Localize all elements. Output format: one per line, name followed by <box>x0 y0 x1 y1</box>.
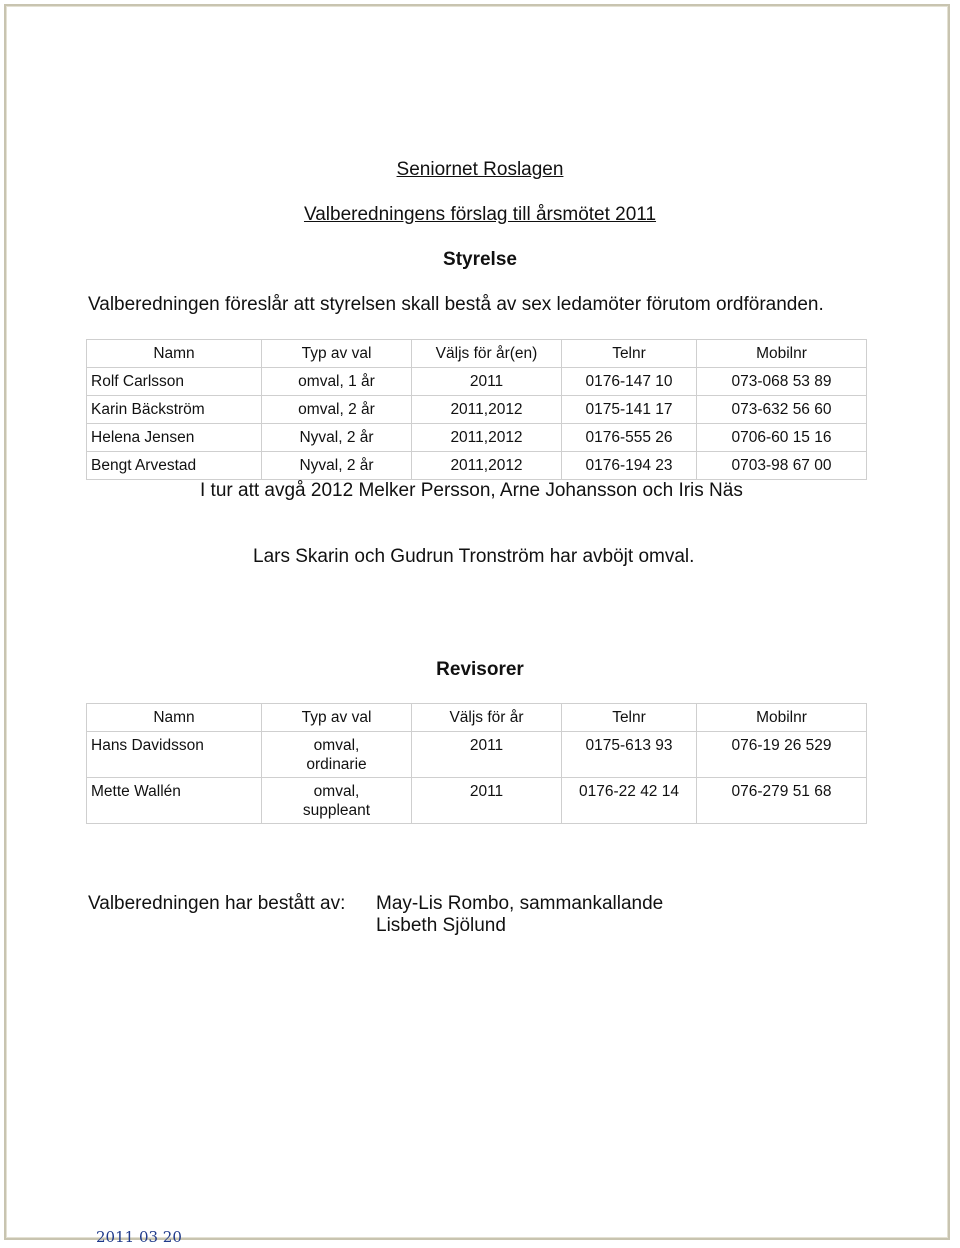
cell-type <box>262 778 412 824</box>
column-header-phone: Telnr <box>562 704 697 732</box>
column-header-type: Typ av val <box>262 340 412 368</box>
cell-phone: 0176-194 23 <box>562 452 697 480</box>
cell-type: omval, 1 år <box>262 368 412 396</box>
cell-type-line2: ordinarie <box>306 756 367 773</box>
cell-mobile: 0706-60 15 16 <box>697 424 867 452</box>
cell-phone: 0175-141 17 <box>562 396 697 424</box>
board-intro: Valberedningen föreslår att styrelsen skall bestå av sex ledamöter förutom ordföranden. <box>88 294 824 315</box>
cell-type-line1: omval, <box>313 737 360 754</box>
document-subtitle: Valberedningens förslag till årsmötet 2011 <box>303 204 657 225</box>
cell-type: Nyval, 2 år <box>262 424 412 452</box>
page-border <box>4 4 950 1240</box>
cell-mobile: 076-279 51 68 <box>697 778 867 824</box>
table-row <box>87 396 867 424</box>
cell-years: 2011,2012 <box>412 452 562 480</box>
cell-type: omval, 2 år <box>262 396 412 424</box>
auditors-table-header <box>87 704 867 732</box>
cell-type: Nyval, 2 år <box>262 452 412 480</box>
auditors-heading: Revisorer <box>436 659 524 680</box>
column-header-mobile: Mobilnr <box>697 704 867 732</box>
board-heading: Styrelse <box>443 249 517 270</box>
footer-date: 2011 03 20 <box>96 1228 182 1246</box>
table-row <box>87 778 867 824</box>
table-row <box>87 368 867 396</box>
auditors-table <box>86 703 867 824</box>
organization-title: Seniornet Roslagen <box>396 159 564 180</box>
table-row <box>87 732 867 778</box>
cell-mobile: 0703-98 67 00 <box>697 452 867 480</box>
cell-name: Bengt Arvestad <box>87 452 262 480</box>
table-row <box>87 452 867 480</box>
cell-type <box>262 732 412 778</box>
cell-name: Mette Wallén <box>87 778 262 824</box>
cell-type-line2: suppleant <box>302 802 371 819</box>
cell-phone: 0175-613 93 <box>562 732 697 778</box>
column-header-name: Namn <box>87 340 262 368</box>
cell-year: 2011 <box>412 732 562 778</box>
board-table-header <box>87 340 867 368</box>
column-header-type: Typ av val <box>262 704 412 732</box>
cell-name: Karin Bäckström <box>87 396 262 424</box>
cell-year: 2011 <box>412 778 562 824</box>
cell-name: Helena Jensen <box>87 424 262 452</box>
declined-note: Lars Skarin och Gudrun Tronström har avböjt omval. <box>253 546 695 567</box>
committee-member-2: Lisbeth Sjölund <box>376 915 506 936</box>
cell-phone: 0176-22 42 14 <box>562 778 697 824</box>
table-row <box>87 424 867 452</box>
cell-phone: 0176-555 26 <box>562 424 697 452</box>
column-header-year: Väljs för år <box>412 704 562 732</box>
cell-phone: 0176-147 10 <box>562 368 697 396</box>
cell-years: 2011,2012 <box>412 396 562 424</box>
column-header-mobile: Mobilnr <box>697 340 867 368</box>
cell-mobile: 076-19 26 529 <box>697 732 867 778</box>
committee-member-1: May-Lis Rombo, sammankallande <box>376 893 664 914</box>
cell-mobile: 073-068 53 89 <box>697 368 867 396</box>
cell-name: Hans Davidsson <box>87 732 262 778</box>
committee-label: Valberedningen har bestått av: <box>88 893 346 914</box>
leaving-note: I tur att avgå 2012 Melker Persson, Arne Johansson och Iris Näs <box>200 480 743 501</box>
cell-type-line1: omval, <box>313 783 360 800</box>
cell-years: 2011 <box>412 368 562 396</box>
board-table <box>86 339 867 480</box>
column-header-years: Väljs för år(en) <box>412 340 562 368</box>
column-header-phone: Telnr <box>562 340 697 368</box>
cell-name: Rolf Carlsson <box>87 368 262 396</box>
cell-years: 2011,2012 <box>412 424 562 452</box>
column-header-name: Namn <box>87 704 262 732</box>
cell-mobile: 073-632 56 60 <box>697 396 867 424</box>
